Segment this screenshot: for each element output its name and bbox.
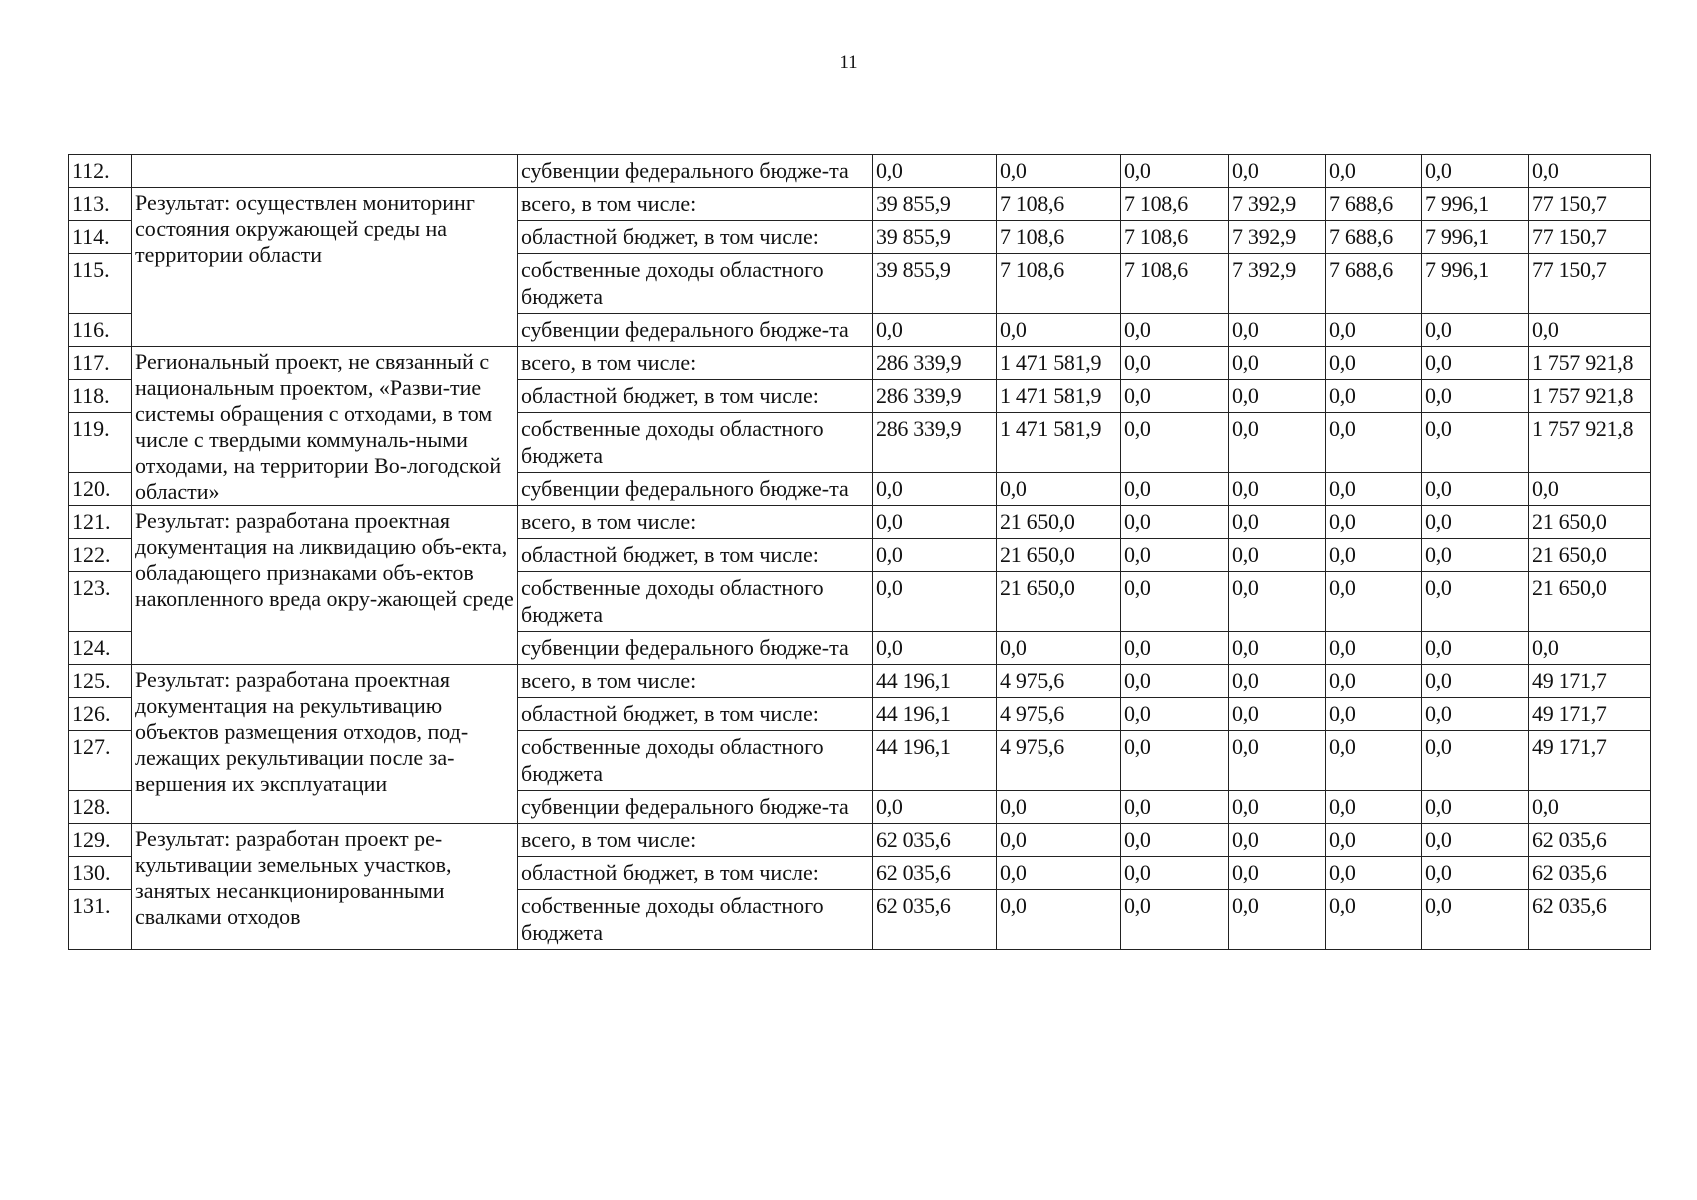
amount-cell: 7 108,6	[997, 188, 1121, 221]
amount-cell: 0,0	[1229, 791, 1326, 824]
amount-cell: 21 650,0	[997, 539, 1121, 572]
amount-cell: 62 035,6	[1529, 890, 1651, 950]
amount-cell: 0,0	[1229, 857, 1326, 890]
row-number: 123.	[69, 572, 132, 632]
page-number: 11	[839, 52, 858, 73]
funding-source: областной бюджет, в том числе:	[518, 539, 873, 572]
amount-cell: 0,0	[1422, 314, 1529, 347]
funding-source: всего, в том числе:	[518, 824, 873, 857]
amount-cell: 0,0	[1326, 698, 1422, 731]
amount-cell: 7 392,9	[1229, 221, 1326, 254]
row-number: 129.	[69, 824, 132, 857]
amount-cell: 0,0	[1422, 473, 1529, 506]
row-number: 119.	[69, 413, 132, 473]
amount-cell: 0,0	[1529, 632, 1651, 665]
amount-cell: 0,0	[1326, 155, 1422, 188]
amount-cell: 0,0	[997, 155, 1121, 188]
funding-source: всего, в том числе:	[518, 506, 873, 539]
amount-cell: 0,0	[1422, 857, 1529, 890]
amount-cell: 62 035,6	[873, 890, 997, 950]
amount-cell: 0,0	[1229, 731, 1326, 791]
amount-cell: 0,0	[1326, 314, 1422, 347]
amount-cell: 0,0	[1229, 380, 1326, 413]
row-number: 130.	[69, 857, 132, 890]
amount-cell: 0,0	[1326, 413, 1422, 473]
funding-source: всего, в том числе:	[518, 665, 873, 698]
row-number: 114.	[69, 221, 132, 254]
amount-cell: 0,0	[1229, 824, 1326, 857]
amount-cell: 0,0	[1229, 890, 1326, 950]
amount-cell: 0,0	[1326, 539, 1422, 572]
amount-cell: 0,0	[1326, 380, 1422, 413]
amount-cell: 0,0	[1229, 506, 1326, 539]
amount-cell: 1 757 921,8	[1529, 347, 1651, 380]
amount-cell: 0,0	[873, 632, 997, 665]
row-number: 122.	[69, 539, 132, 572]
amount-cell: 0,0	[1326, 632, 1422, 665]
amount-cell: 7 392,9	[1229, 254, 1326, 314]
row-number: 112.	[69, 155, 132, 188]
amount-cell: 7 108,6	[1121, 188, 1229, 221]
amount-cell: 0,0	[1121, 473, 1229, 506]
amount-cell: 0,0	[1326, 473, 1422, 506]
amount-cell: 0,0	[1229, 572, 1326, 632]
funding-source: субвенции федерального бюдже-та	[518, 632, 873, 665]
amount-cell: 0,0	[1422, 572, 1529, 632]
amount-cell: 77 150,7	[1529, 221, 1651, 254]
amount-cell: 49 171,7	[1529, 698, 1651, 731]
funding-source: всего, в том числе:	[518, 347, 873, 380]
amount-cell: 0,0	[873, 539, 997, 572]
table-row	[69, 347, 1651, 380]
amount-cell: 286 339,9	[873, 413, 997, 473]
funding-source: субвенции федерального бюдже-та	[518, 473, 873, 506]
amount-cell: 44 196,1	[873, 731, 997, 791]
amount-cell: 0,0	[1121, 731, 1229, 791]
amount-cell: 0,0	[1422, 380, 1529, 413]
amount-cell: 0,0	[1121, 413, 1229, 473]
amount-cell: 44 196,1	[873, 698, 997, 731]
amount-cell: 0,0	[1326, 731, 1422, 791]
table-row	[69, 155, 1651, 188]
amount-cell: 0,0	[1326, 824, 1422, 857]
amount-cell: 0,0	[1326, 890, 1422, 950]
amount-cell: 1 757 921,8	[1529, 413, 1651, 473]
amount-cell: 0,0	[1121, 380, 1229, 413]
amount-cell: 0,0	[1121, 572, 1229, 632]
amount-cell: 0,0	[1121, 791, 1229, 824]
funding-source: субвенции федерального бюдже-та	[518, 791, 873, 824]
result-description: Результат: разработана проектная документация на ликвидацию объ-екта, обладающего признаками объ-ектов накопленного вреда окру-жающей среде	[132, 506, 518, 665]
amount-cell: 4 975,6	[997, 731, 1121, 791]
amount-cell: 286 339,9	[873, 380, 997, 413]
amount-cell: 0,0	[1229, 539, 1326, 572]
amount-cell: 0,0	[1326, 857, 1422, 890]
amount-cell: 0,0	[1229, 155, 1326, 188]
amount-cell: 62 035,6	[1529, 857, 1651, 890]
amount-cell: 0,0	[873, 506, 997, 539]
funding-source: областной бюджет, в том числе:	[518, 857, 873, 890]
amount-cell: 0,0	[1229, 698, 1326, 731]
amount-cell: 7 108,6	[997, 221, 1121, 254]
amount-cell: 0,0	[1326, 665, 1422, 698]
amount-cell: 0,0	[1529, 473, 1651, 506]
funding-source: собственные доходы областного бюджета	[518, 572, 873, 632]
result-description: Региональный проект, не связанный с национальным проектом, «Разви-тие системы обращения с отходами, в том числе с твердыми коммуналь-ными отходами, на территории Во-логодской области»	[132, 347, 518, 506]
amount-cell: 0,0	[1229, 314, 1326, 347]
amount-cell: 7 108,6	[1121, 254, 1229, 314]
amount-cell: 4 975,6	[997, 665, 1121, 698]
amount-cell: 0,0	[1422, 731, 1529, 791]
row-number: 115.	[69, 254, 132, 314]
row-number: 121.	[69, 506, 132, 539]
amount-cell: 0,0	[997, 824, 1121, 857]
amount-cell: 0,0	[1121, 857, 1229, 890]
table-row	[69, 824, 1651, 857]
row-number: 113.	[69, 188, 132, 221]
amount-cell: 21 650,0	[1529, 572, 1651, 632]
amount-cell: 7 996,1	[1422, 254, 1529, 314]
amount-cell: 1 757 921,8	[1529, 380, 1651, 413]
amount-cell: 21 650,0	[997, 572, 1121, 632]
row-number: 126.	[69, 698, 132, 731]
amount-cell: 21 650,0	[997, 506, 1121, 539]
row-number: 125.	[69, 665, 132, 698]
amount-cell: 39 855,9	[873, 221, 997, 254]
row-number: 118.	[69, 380, 132, 413]
amount-cell: 0,0	[997, 857, 1121, 890]
amount-cell: 0,0	[1422, 155, 1529, 188]
amount-cell: 286 339,9	[873, 347, 997, 380]
funding-source: областной бюджет, в том числе:	[518, 380, 873, 413]
funding-source: собственные доходы областного бюджета	[518, 890, 873, 950]
amount-cell: 0,0	[997, 791, 1121, 824]
result-description: Результат: осуществлен мониторинг состояния окружающей среды на территории области	[132, 188, 518, 347]
amount-cell: 0,0	[1422, 539, 1529, 572]
amount-cell: 21 650,0	[1529, 539, 1651, 572]
result-description: Результат: разработана проектная документация на рекультивацию объектов размещения отходов, под-лежащих рекультивации после за-вершения их эксплуатации	[132, 665, 518, 824]
amount-cell: 0,0	[1121, 506, 1229, 539]
amount-cell: 7 392,9	[1229, 188, 1326, 221]
row-number: 128.	[69, 791, 132, 824]
funding-source: областной бюджет, в том числе:	[518, 221, 873, 254]
amount-cell: 7 996,1	[1422, 221, 1529, 254]
amount-cell: 21 650,0	[1529, 506, 1651, 539]
row-number: 127.	[69, 731, 132, 791]
amount-cell: 77 150,7	[1529, 254, 1651, 314]
amount-cell: 0,0	[1229, 347, 1326, 380]
amount-cell: 1 471 581,9	[997, 380, 1121, 413]
amount-cell: 0,0	[873, 473, 997, 506]
funding-source: всего, в том числе:	[518, 188, 873, 221]
amount-cell: 7 108,6	[1121, 221, 1229, 254]
amount-cell: 44 196,1	[873, 665, 997, 698]
row-number: 117.	[69, 347, 132, 380]
amount-cell: 0,0	[997, 632, 1121, 665]
budget-table	[68, 154, 1651, 950]
amount-cell: 0,0	[1422, 506, 1529, 539]
amount-cell: 0,0	[1422, 791, 1529, 824]
amount-cell: 7 108,6	[997, 254, 1121, 314]
funding-source: областной бюджет, в том числе:	[518, 698, 873, 731]
amount-cell: 62 035,6	[1529, 824, 1651, 857]
amount-cell: 0,0	[1121, 824, 1229, 857]
amount-cell: 0,0	[1121, 632, 1229, 665]
amount-cell: 0,0	[1529, 314, 1651, 347]
funding-source: субвенции федерального бюдже-та	[518, 155, 873, 188]
amount-cell: 62 035,6	[873, 857, 997, 890]
amount-cell: 1 471 581,9	[997, 413, 1121, 473]
amount-cell: 7 688,6	[1326, 188, 1422, 221]
funding-source: собственные доходы областного бюджета	[518, 413, 873, 473]
amount-cell: 62 035,6	[873, 824, 997, 857]
amount-cell: 49 171,7	[1529, 665, 1651, 698]
amount-cell: 0,0	[1229, 473, 1326, 506]
row-number: 120.	[69, 473, 132, 506]
amount-cell: 0,0	[1121, 698, 1229, 731]
amount-cell: 0,0	[1121, 347, 1229, 380]
amount-cell: 0,0	[1326, 506, 1422, 539]
table-row	[69, 506, 1651, 539]
row-number: 116.	[69, 314, 132, 347]
result-description: Результат: разработан проект ре-культивации земельных участков, занятых несанкционированными свалками отходов	[132, 824, 518, 950]
amount-cell: 0,0	[997, 473, 1121, 506]
amount-cell: 0,0	[873, 572, 997, 632]
amount-cell: 0,0	[873, 791, 997, 824]
amount-cell: 0,0	[1326, 791, 1422, 824]
funding-source: собственные доходы областного бюджета	[518, 254, 873, 314]
row-number: 124.	[69, 632, 132, 665]
amount-cell: 7 688,6	[1326, 254, 1422, 314]
amount-cell: 0,0	[1529, 791, 1651, 824]
amount-cell: 39 855,9	[873, 254, 997, 314]
amount-cell: 1 471 581,9	[997, 347, 1121, 380]
amount-cell: 0,0	[997, 314, 1121, 347]
amount-cell: 0,0	[1422, 698, 1529, 731]
row-number: 131.	[69, 890, 132, 950]
result-description	[132, 155, 518, 188]
amount-cell: 49 171,7	[1529, 731, 1651, 791]
amount-cell: 39 855,9	[873, 188, 997, 221]
amount-cell: 0,0	[1422, 347, 1529, 380]
amount-cell: 0,0	[1422, 824, 1529, 857]
funding-source: собственные доходы областного бюджета	[518, 731, 873, 791]
amount-cell: 0,0	[1529, 155, 1651, 188]
amount-cell: 0,0	[1121, 155, 1229, 188]
amount-cell: 0,0	[1121, 539, 1229, 572]
amount-cell: 0,0	[1326, 572, 1422, 632]
amount-cell: 0,0	[873, 314, 997, 347]
funding-source: субвенции федерального бюдже-та	[518, 314, 873, 347]
amount-cell: 0,0	[1229, 413, 1326, 473]
amount-cell: 0,0	[873, 155, 997, 188]
amount-cell: 7 996,1	[1422, 188, 1529, 221]
amount-cell: 0,0	[1229, 632, 1326, 665]
amount-cell: 0,0	[1121, 314, 1229, 347]
amount-cell: 77 150,7	[1529, 188, 1651, 221]
amount-cell: 0,0	[1422, 665, 1529, 698]
amount-cell: 7 688,6	[1326, 221, 1422, 254]
amount-cell: 0,0	[1121, 665, 1229, 698]
table-row	[69, 188, 1651, 221]
amount-cell: 0,0	[997, 890, 1121, 950]
amount-cell: 0,0	[1422, 632, 1529, 665]
table-row	[69, 665, 1651, 698]
amount-cell: 0,0	[1121, 890, 1229, 950]
amount-cell: 0,0	[1422, 413, 1529, 473]
amount-cell: 0,0	[1422, 890, 1529, 950]
amount-cell: 4 975,6	[997, 698, 1121, 731]
amount-cell: 0,0	[1326, 347, 1422, 380]
amount-cell: 0,0	[1229, 665, 1326, 698]
